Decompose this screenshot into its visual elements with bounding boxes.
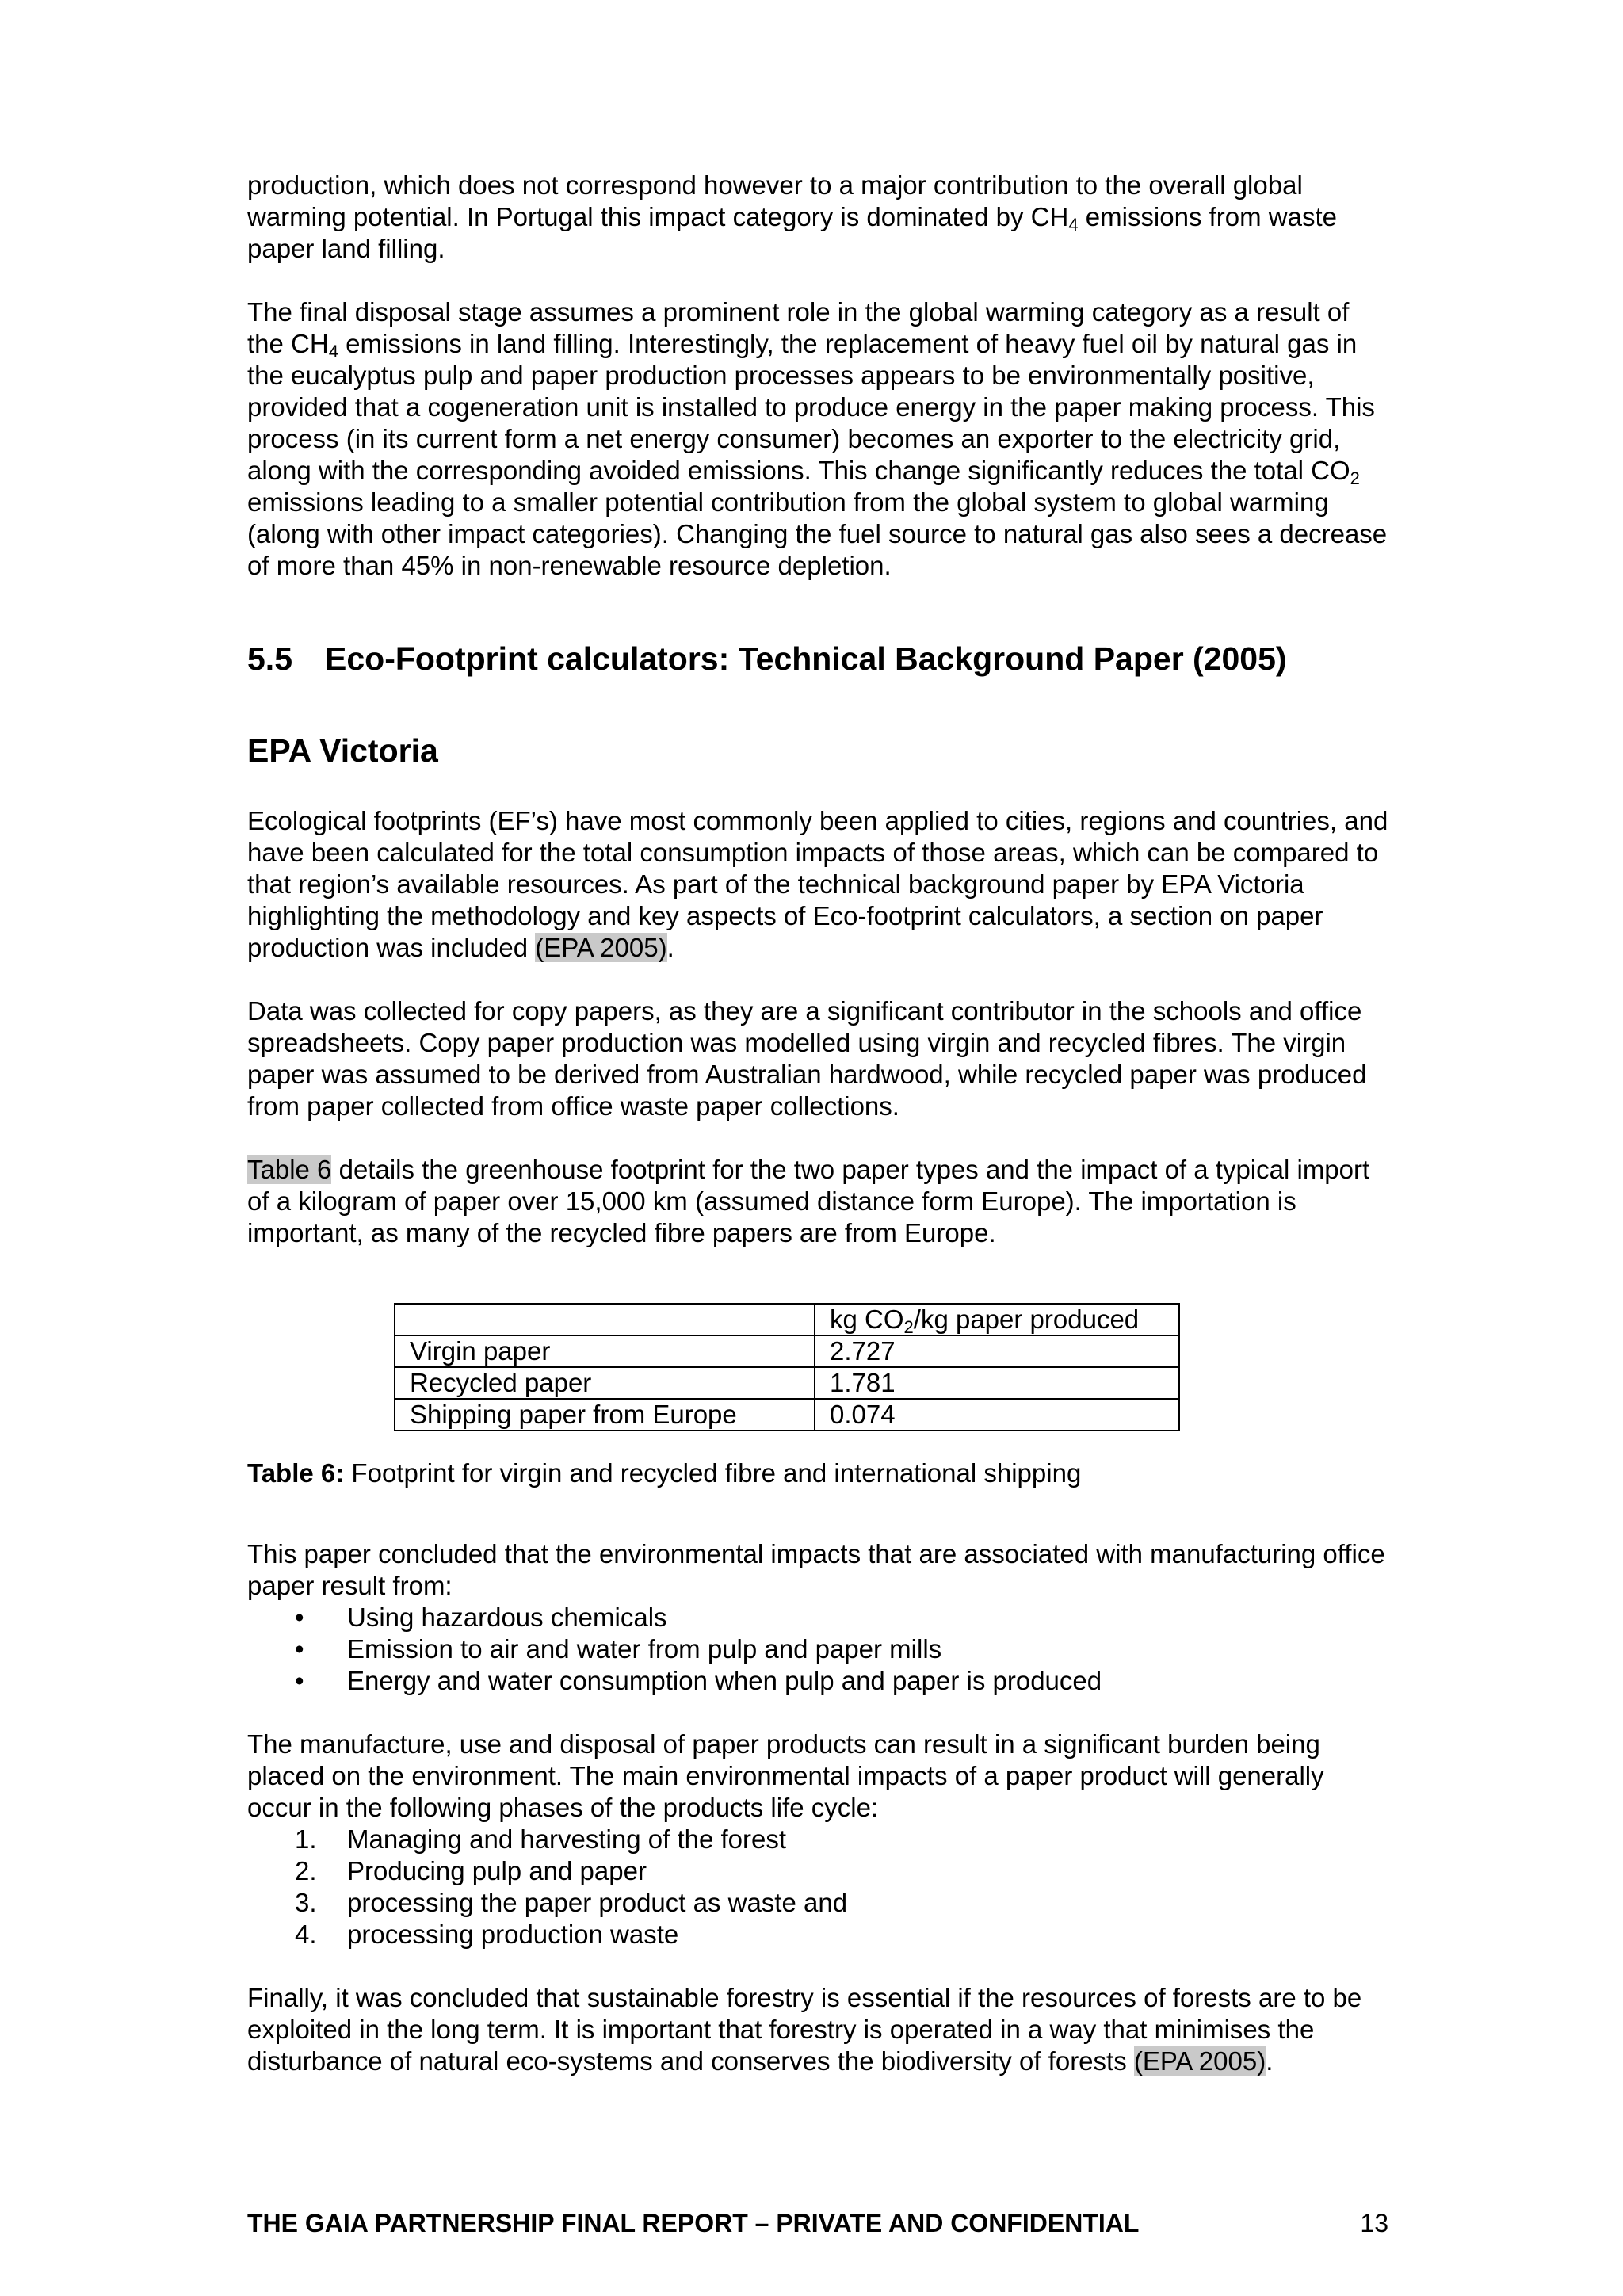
bullet-list: [247, 1602, 1388, 1697]
footer-text: THE GAIA PARTNERSHIP FINAL REPORT – PRIVATE AND CONFIDENTIAL: [247, 2209, 1140, 2237]
paragraph-copy-papers: Data was collected for copy papers, as they are a significant contributor in the schools and office spreadsheets. Copy paper production was modelled using virgin and recycled fibres. The virgin paper was assumed to be derived from Australian hardwood, while recycled paper was produced from paper collected from office waste paper collections.: [247, 996, 1367, 1121]
list-item: 1. Managing and harvesting of the forest: [295, 1824, 787, 1854]
list-item: • Energy and water consumption when pulp and paper is produced: [295, 1666, 1102, 1695]
row-value: 2.727: [815, 1335, 1179, 1367]
paragraph-manufacture: The manufacture, use and disposal of paper products can result in a significant burden being placed on the environment. The main environmental impacts of a paper product will generally occur in the following phases of the products life cycle:: [247, 1729, 1324, 1822]
row-label: Virgin paper: [395, 1335, 815, 1367]
table-row: [395, 1367, 1179, 1399]
table-caption: Table 6: Footprint for virgin and recycled fibre and international shipping: [247, 1458, 1082, 1488]
table-row: [395, 1335, 1179, 1367]
row-label: Shipping paper from Europe: [395, 1399, 815, 1431]
subheading-epa-victoria: EPA Victoria: [247, 732, 438, 769]
table-6-reference[interactable]: Table 6: [247, 1155, 332, 1184]
page-number: 13: [1360, 2209, 1388, 2237]
column-header-kg-co2: kg $CO_2/kg$ paper produced: [815, 1304, 1179, 1335]
section-heading: 5.5 Eco-Footprint calculators: Technical Background Paper (2005): [247, 640, 1287, 677]
table-row: [395, 1399, 1179, 1431]
list-item: 3. processing the paper product as waste and: [295, 1888, 848, 1917]
row-label: Recycled paper: [395, 1367, 815, 1399]
table-header-row: [395, 1304, 1179, 1335]
paragraph-table-reference: Table 6 details the greenhouse footprint for the two paper types and the impact of a typical import of a kilogram of paper over 15,000 km (assumed distance form Europe). The importation is important, as many of the recycled fibre papers are from Europe.: [247, 1155, 1370, 1247]
list-item: 4. processing production waste: [295, 1920, 679, 1949]
list-item: • Using hazardous chemicals: [295, 1603, 667, 1632]
paragraph-final-disposal: The final disposal stage assumes a prominent role in the global warming category as a result of the $CH_4$ emissions in land filling. Interestingly, the replacement of heavy fuel oil by natural gas in the eucalyptus pulp and paper production processes appears to be environmentally positive, provided that a cogeneration unit is installed to produce energy in the paper making process. This process (in its current form a net energy consumer) becomes an exporter to the electricity grid, along with the corresponding avoided emissions. This change significantly reduces the total $CO_2$ emissions leading to a smaller potential contribution from the global system to global warming (along with other impact categories). Changing the fuel source to natural gas also sees a decrease of more than 45% in non-renewable resource depletion.: [247, 297, 1388, 580]
paragraph-sustainable-forestry: Finally, it was concluded that sustainable forestry is essential if the resources of forests are to be exploited in the long term. It is important that forestry is operated in a way that minimises the disturbance of natural eco-systems and conserves the biodiversity of forests (EPA 2005).: [247, 1983, 1362, 2076]
row-value: 1.781: [815, 1367, 1179, 1399]
paragraph-global-warming: production, which does not correspond however to a major contribution to the overall global warming potential. In Portugal this impact category is dominated by $CH_4$ emissions from waste paper land filling.: [247, 170, 1338, 263]
document-body: [247, 170, 1388, 2077]
paragraph-ecological-footprints: Ecological footprints (EF’s) have most commonly been applied to cities, regions and countries, and have been calculated for the total consumption impacts of those areas, which can be compared to that region’s available resources. As part of the technical background paper by EPA Victoria highlighting the methodology and key aspects of Eco-footprint calculators, a section on paper production was included (EPA 2005).: [247, 806, 1388, 962]
row-value: 0.074: [815, 1399, 1179, 1431]
list-item: • Emission to air and water from pulp and paper mills: [295, 1634, 942, 1664]
page-footer: [247, 2209, 1388, 2238]
citation-epa-2005[interactable]: (EPA 2005): [1133, 2046, 1266, 2076]
numbered-list: [247, 1824, 1388, 1950]
list-item: 2. Producing pulp and paper: [295, 1856, 647, 1885]
table-container: [247, 1303, 1388, 1442]
footprint-table: [394, 1303, 1180, 1431]
paragraph-conclusion: This paper concluded that the environmental impacts that are associated with manufacturing office paper result from:: [247, 1539, 1385, 1600]
citation-epa-2005[interactable]: (EPA 2005): [535, 933, 667, 962]
